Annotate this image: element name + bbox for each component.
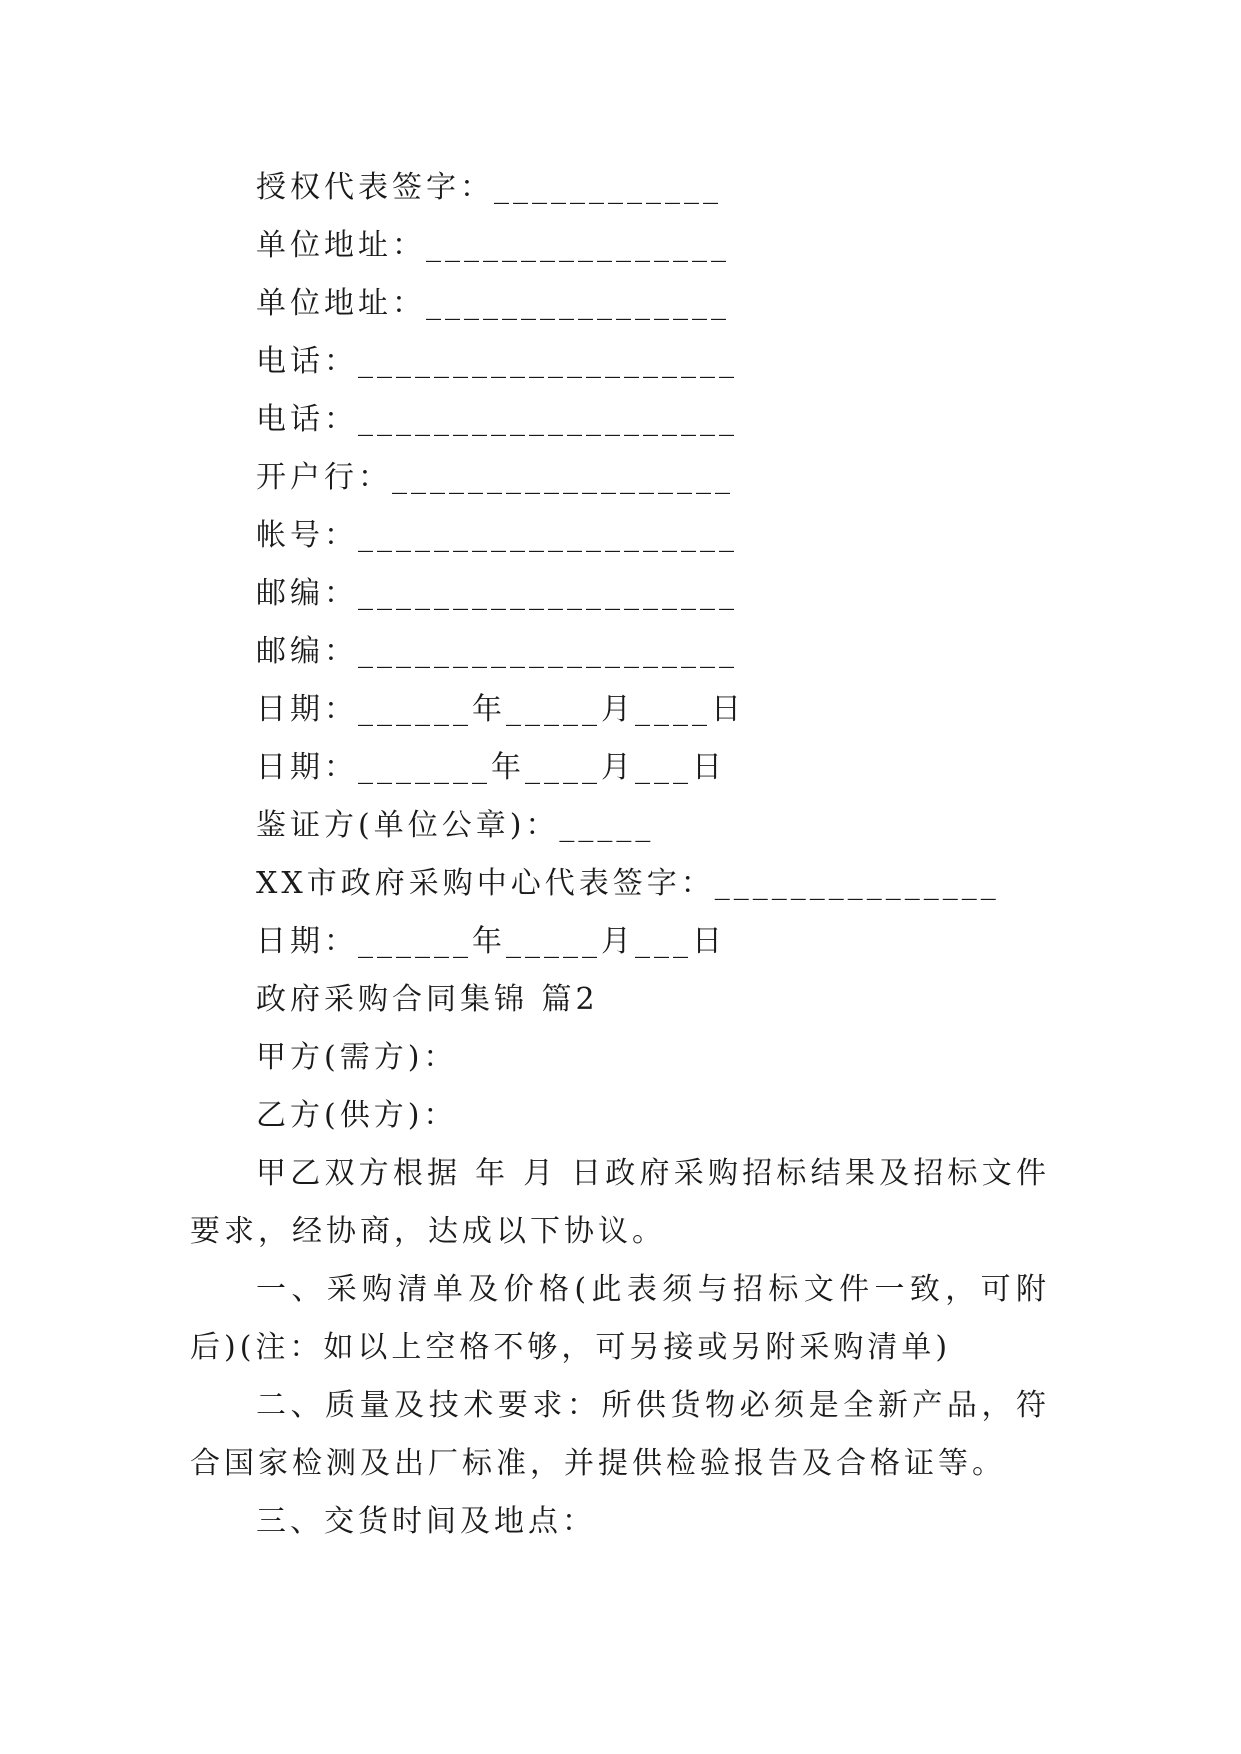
postcode-line: 邮编：____________________ (256, 576, 738, 611)
agreement-paragraph: 甲乙双方根据 年 月 日政府采购招标结果及招标文件要求，经协商，达成以下协议。 (190, 1156, 1050, 1249)
authorized-signature-line: 授权代表签字：____________ (256, 170, 722, 205)
section-heading: 政府采购合同集锦 篇2 (256, 982, 599, 1017)
clause-one-paragraph: 一、采购清单及价格(此表须与招标文件一致，可附后)(注：如以上空格不够，可另接或另附采购清单) (190, 1272, 1050, 1365)
date-line: 日期：_______年____月___日 (256, 750, 726, 785)
clause-two-paragraph: 二、质量及技术要求：所供货物必须是全新产品，符合国家检测及出厂标准，并提供检验报告及合格证等。 (190, 1388, 1050, 1481)
bank-line: 开户行：__________________ (256, 460, 734, 495)
date-line: 日期：______年_____月____日 (256, 692, 745, 727)
phone-line: 电话：____________________ (256, 344, 738, 379)
clause-three-paragraph: 三、交货时间及地点： (256, 1504, 596, 1539)
account-line: 帐号：____________________ (256, 518, 738, 553)
procurement-center-signature-line: XX市政府采购中心代表签字：_______________ (256, 866, 1000, 901)
unit-address-line: 单位地址：________________ (256, 286, 730, 321)
postcode-line: 邮编：____________________ (256, 634, 738, 669)
party-a-line: 甲方(需方)： (256, 1040, 458, 1075)
verifier-seal-line: 鉴证方(单位公章)：_____ (256, 808, 655, 843)
phone-line: 电话：____________________ (256, 402, 738, 437)
party-b-line: 乙方(供方)： (256, 1098, 458, 1133)
date-line: 日期：______年_____月___日 (256, 924, 726, 959)
unit-address-line: 单位地址：________________ (256, 228, 730, 263)
